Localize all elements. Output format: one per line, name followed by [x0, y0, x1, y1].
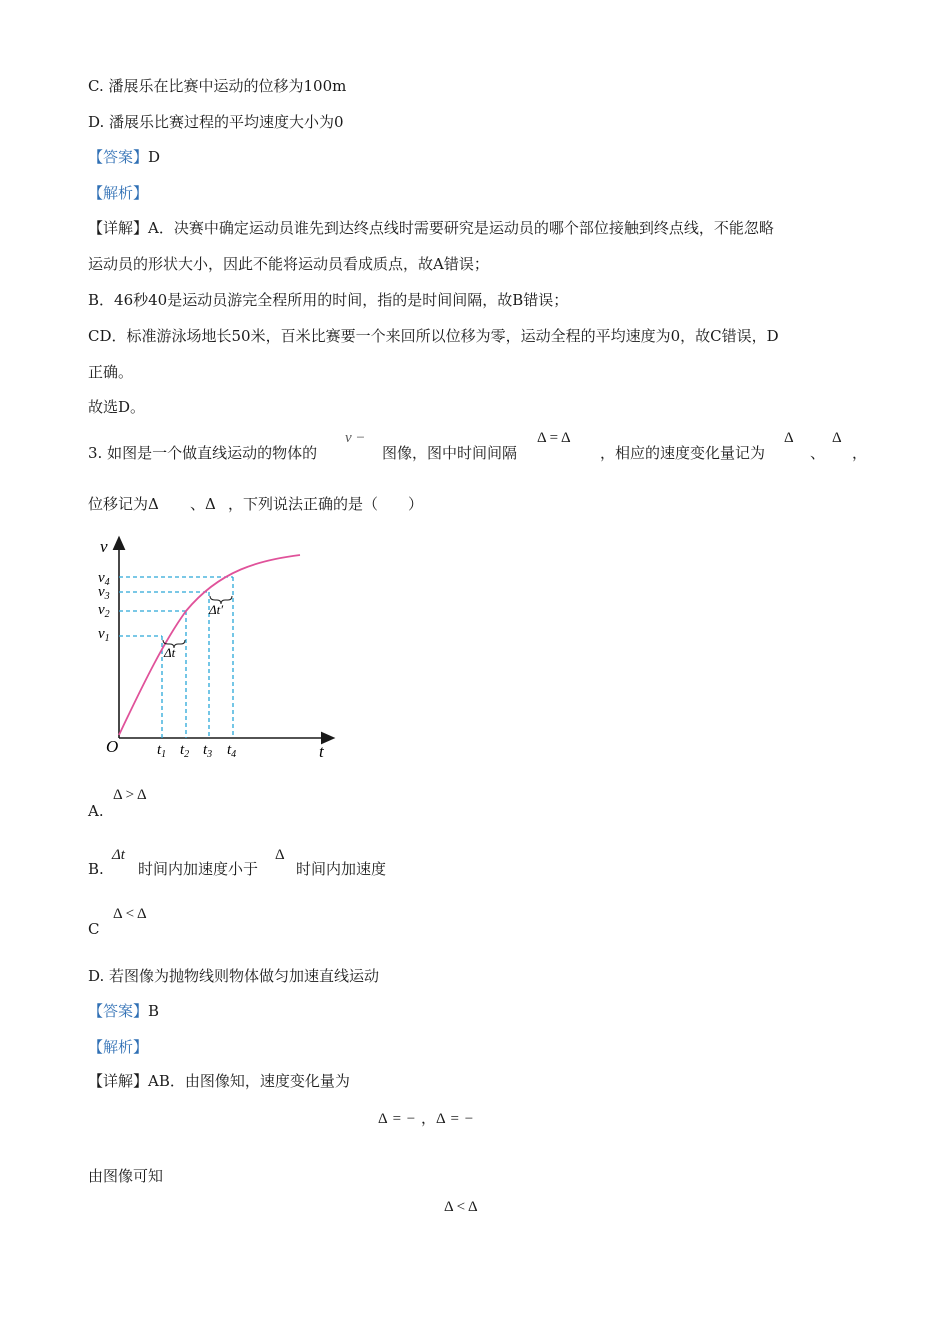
q2-detail-1: 【详解】A．决赛中确定运动员谁先到达终点线时需要研究是运动员的哪个部位接触到终点线，不能忽略 — [88, 219, 774, 237]
q2-detail-5: 正确。 — [88, 363, 134, 381]
answer-value: B — [148, 1002, 160, 1020]
v4-label: $v_4$ — [98, 570, 110, 588]
q3-option-b-text2: 时间内加速度 — [296, 860, 387, 878]
v2-label: $v_2$ — [98, 602, 110, 620]
q3-analysis-tag: 【解析】 — [88, 1038, 149, 1056]
t1-label: $t_1$ — [157, 742, 167, 760]
q3-option-b-text1: 时间内加速度小于 — [138, 860, 259, 878]
answer-tag: 【答案】 — [88, 148, 149, 166]
q3-option-a-label: A. — [88, 802, 104, 820]
q3-option-b-label: B. — [88, 860, 104, 878]
q3-stem-b: 图像，图中时间间隔 — [382, 444, 518, 462]
q3-stem-2c: ，下列说法正确的是（ ） — [228, 495, 424, 513]
q3-option-b-math2: Δ — [275, 847, 285, 863]
q3-stem-a: 3. 如图是一个做直线运动的物体的 — [88, 444, 318, 462]
q3-answer — [88, 1001, 159, 1021]
answer-value: D — [148, 148, 161, 166]
origin-label: O — [106, 737, 119, 756]
interval-1-label: Δt — [164, 645, 176, 660]
answer-tag: 【答案】 — [88, 1002, 149, 1020]
v-axis-label: v — [100, 537, 108, 556]
q2-choose: 故选D。 — [88, 398, 146, 416]
v1-label: $v_1$ — [98, 626, 110, 644]
q3-option-c-label: C — [88, 920, 100, 938]
q2-option-c: C. 潘展乐在比赛中运动的位移为100m — [88, 77, 347, 95]
q3-option-a-math: Δ > Δ — [113, 787, 147, 803]
q3-detail-2: 由图像可知 — [88, 1167, 164, 1185]
q3-option-b-math: Δt — [112, 847, 125, 863]
q3-formula-1: Δ = − ，Δ = − — [378, 1111, 474, 1127]
q3-stem-eq: Δ = Δ — [537, 430, 571, 446]
q3-stem-2b: 、Δ — [190, 495, 216, 513]
t2-label: $t_2$ — [180, 742, 190, 760]
q3-detail-1: 【详解】AB．由图像知，速度变化量为 — [88, 1072, 350, 1090]
q3-option-c-math: Δ < Δ — [113, 906, 147, 922]
q3-stem-d1: Δ — [784, 430, 794, 446]
q3-stem-2a: 位移记为Δ — [88, 495, 159, 513]
v3-label: $v_3$ — [98, 584, 110, 602]
vt-graph — [90, 530, 340, 765]
t-axis-label: t — [319, 742, 324, 761]
t4-label: $t_4$ — [227, 742, 237, 760]
q2-detail-4: CD．标准游泳场地长50米，百米比赛要一个来回所以位移为零，运动全程的平均速度为0，故C错误，D — [88, 327, 779, 345]
q3-stem-c: ，相应的速度变化量记为 — [600, 444, 766, 462]
q2-detail-3: B．46秒40是运动员游完全程所用的时间，指的是时间间隔，故B错误； — [88, 291, 569, 309]
q2-analysis-tag: 【解析】 — [88, 184, 149, 202]
q3-stem-comma: ， — [852, 444, 868, 462]
q3-option-d: D. 若图像为抛物线则物体做匀加速直线运动 — [88, 967, 380, 985]
q3-stem-vt: v − — [345, 430, 366, 446]
q3-stem-d2: Δ — [832, 430, 842, 446]
q2-answer — [88, 147, 160, 167]
q2-detail-2: 运动员的形状大小，因此不能将运动员看成质点，故A错误； — [88, 255, 489, 273]
t3-label: $t_3$ — [203, 742, 213, 760]
q3-formula-2: Δ < Δ — [444, 1199, 478, 1215]
interval-2-label: Δt′ — [209, 602, 224, 617]
q2-option-d: D. 潘展乐比赛过程的平均速度大小为0 — [88, 113, 344, 131]
q3-stem-sep: 、 — [810, 444, 826, 462]
